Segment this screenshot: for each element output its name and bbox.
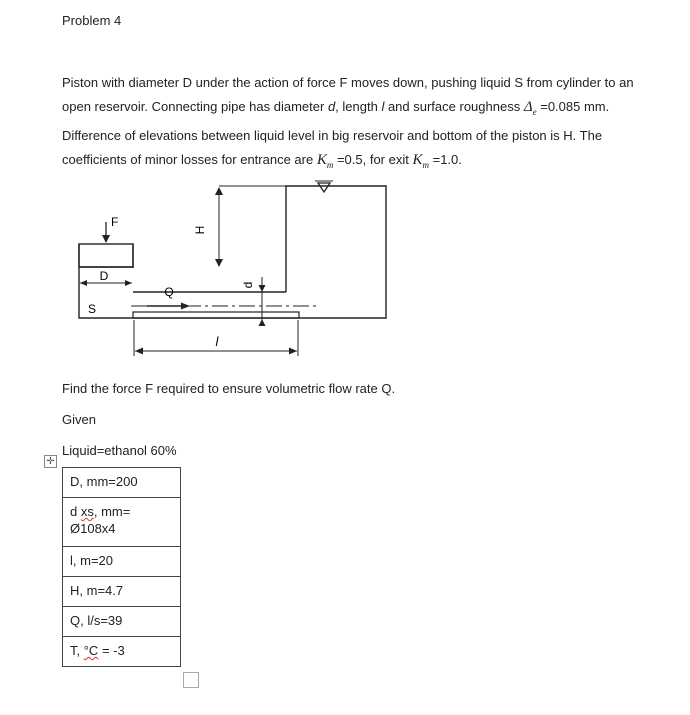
cell-D[interactable]: D, mm=200 bbox=[63, 468, 181, 498]
cell-T[interactable]: T, °C = -3 bbox=[63, 637, 181, 667]
cell-d[interactable]: d xs, mm= Ø108x4 bbox=[63, 498, 181, 547]
label-Q: Q bbox=[164, 285, 174, 299]
table-row bbox=[63, 468, 181, 498]
force-arrow-head-icon bbox=[102, 235, 110, 243]
label-d: d bbox=[241, 281, 255, 289]
description-line-2: open reservoir. Connecting pipe has diameter d, length l and surface roughness $\Delta_e =0.085$ mm. bbox=[62, 98, 610, 117]
table-row bbox=[63, 637, 181, 667]
km-symbol-exit: $K_m$ bbox=[412, 151, 429, 170]
table-row bbox=[63, 547, 181, 577]
liquid-text: Liquid=ethanol 60% bbox=[62, 443, 177, 458]
table-move-handle-icon[interactable]: ✛ bbox=[44, 455, 57, 468]
description-line-4: coefficients of minor losses for entrance are $K_m =0.5$, for exit $K_m =1.0$. bbox=[62, 151, 462, 170]
pipe-flange bbox=[133, 312, 299, 318]
label-S: S bbox=[87, 302, 97, 316]
label-D: D bbox=[99, 269, 109, 283]
cell-Q[interactable]: Q, l/s=39 bbox=[63, 607, 181, 637]
table-row bbox=[63, 607, 181, 637]
flow-arrow-head-icon bbox=[181, 303, 190, 310]
label-H: H bbox=[193, 225, 207, 235]
label-l: l bbox=[215, 334, 219, 349]
description-line-1: Piston with diameter D under the action of force F moves down, pushing liquid S from cylinder to an bbox=[62, 75, 634, 90]
given-label: Given bbox=[62, 412, 96, 427]
question-text: Find the force F required to ensure volumetric flow rate Q. bbox=[62, 381, 396, 396]
roughness-symbol: $\Delta_e$ bbox=[523, 98, 537, 117]
given-data-table bbox=[62, 467, 181, 667]
piston bbox=[79, 244, 133, 267]
description-line-3: Difference of elevations between liquid level in big reservoir and bottom of the piston is H. The bbox=[62, 128, 603, 143]
liquid-level-triangle-icon bbox=[318, 183, 330, 192]
table-resize-handle[interactable] bbox=[183, 672, 199, 688]
table-row bbox=[63, 577, 181, 607]
cell-H[interactable]: H, m=4.7 bbox=[63, 577, 181, 607]
table-row bbox=[63, 498, 181, 547]
problem-title: Problem 4 bbox=[62, 13, 122, 28]
reservoir-wall bbox=[286, 186, 386, 318]
km-symbol-entrance: $K_m$ bbox=[316, 151, 334, 170]
cell-l[interactable]: l, m=20 bbox=[63, 547, 181, 577]
label-F: F bbox=[111, 215, 119, 229]
